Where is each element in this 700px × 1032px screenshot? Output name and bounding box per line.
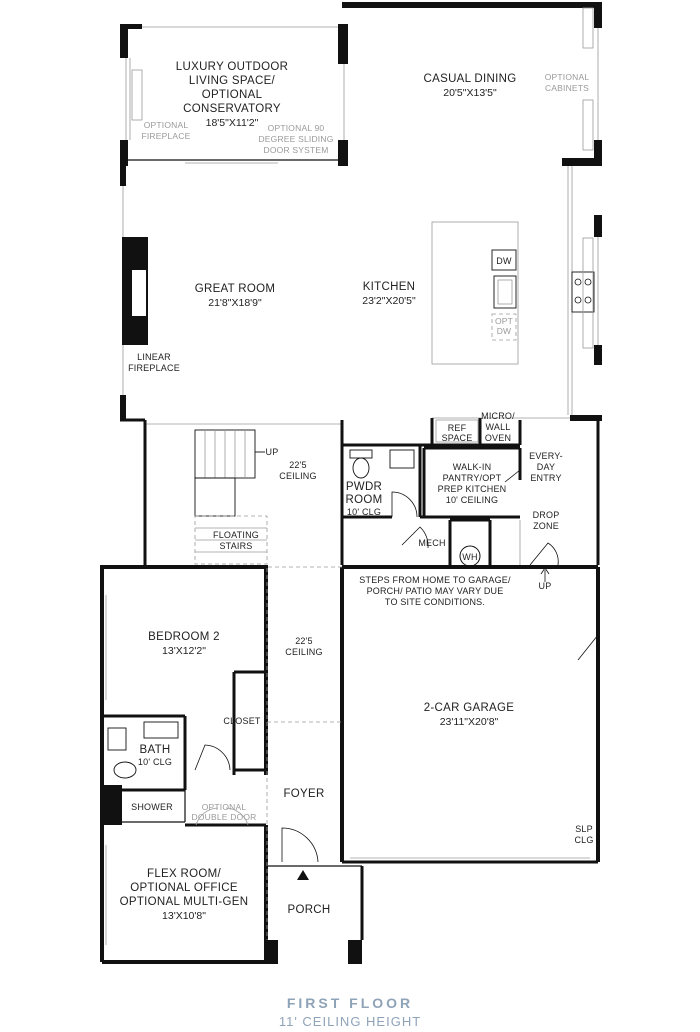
sliding-door-label-2: DEGREE SLIDING: [258, 134, 334, 144]
pantry-label-1: WALK-IN: [452, 462, 492, 472]
garage-up-label: UP: [538, 581, 552, 591]
foyer-label: FOYER: [283, 788, 325, 800]
garage-dimension: 23'11"X20'8": [439, 716, 499, 728]
steps-note-3: TO SITE CONDITIONS.: [384, 597, 486, 607]
powder-room-ceiling: 10' CLG: [346, 507, 382, 517]
outdoor-label-4: CONSERVATORY: [183, 103, 281, 115]
kitchen-label: KITCHEN: [362, 281, 416, 293]
steps-note-1: STEPS FROM HOME TO GARAGE/: [359, 575, 511, 585]
shower-label: SHOWER: [131, 802, 173, 812]
great-room-dimension: 21'8"X18'9": [208, 297, 262, 309]
micro-label-2: WALL: [485, 422, 511, 432]
casual-dining-label: CASUAL DINING: [423, 73, 517, 85]
steps-note-2: PORCH/ PATIO MAY VARY DUE: [366, 586, 504, 596]
kitchen-dimension: 23'2"X20'5": [362, 295, 416, 307]
outdoor-label-2: LIVING SPACE/: [188, 75, 276, 87]
bath-ceiling: 10' CLG: [137, 757, 173, 767]
outdoor-fireplace-label-1: OPTIONAL: [143, 120, 189, 130]
upper-ceiling-label-2: CEILING: [279, 471, 317, 481]
powder-room-label-2: ROOM: [345, 494, 383, 506]
micro-label-1: MICRO/: [481, 411, 515, 421]
closet-label: CLOSET: [223, 716, 261, 726]
bedroom-2-label: BEDROOM 2: [148, 631, 220, 643]
micro-label-3: OVEN: [484, 433, 512, 443]
water-heater-label: WH: [462, 552, 478, 562]
bedroom-2-dimension: 13'X12'2": [162, 645, 206, 657]
great-room-label: GREAT ROOM: [194, 283, 276, 295]
sliding-door-label-3: DOOR SYSTEM: [263, 145, 329, 155]
flex-room-label-2: OPTIONAL OFFICE: [130, 882, 238, 894]
pantry-label-3: PREP KITCHEN: [437, 484, 507, 494]
casual-dining-dimension: 20'5"X13'5": [443, 87, 497, 99]
lower-ceiling-label-2: CEILING: [285, 647, 323, 657]
drop-zone-label-2: ZONE: [533, 521, 559, 531]
outdoor-label-1: LUXURY OUTDOOR: [175, 61, 289, 73]
slp-clg-label-2: CLG: [574, 835, 594, 845]
flex-room-dimension: 13'X10'8": [162, 910, 206, 922]
labels: [120, 61, 594, 922]
fixtures: [108, 8, 598, 940]
opt-dw-label-2: DW: [496, 326, 512, 336]
sliding-door-label-1: OPTIONAL 90: [267, 123, 325, 133]
floating-stairs-label-1: FLOATING: [213, 530, 259, 540]
everyday-entry-label-1: EVERY-: [529, 451, 563, 461]
everyday-entry-label-3: ENTRY: [530, 473, 562, 483]
optional-cabinets-label-2: CABINETS: [544, 83, 590, 93]
opt-dw-label-1: OPT: [494, 316, 514, 326]
ceiling-height-subtitle: 11' CEILING HEIGHT: [278, 1014, 422, 1029]
optional-cabinets-label-1: OPTIONAL: [544, 72, 590, 82]
drop-zone-label-1: DROP: [532, 510, 560, 520]
lower-ceiling-label-1: 22'5: [295, 636, 313, 646]
flex-room-label-3: OPTIONAL MULTI-GEN: [119, 896, 249, 908]
ref-space-label-2: SPACE: [441, 433, 473, 443]
double-door-label-2: DOUBLE DOOR: [191, 812, 257, 822]
pantry-label-2: PANTRY/OPT: [442, 473, 502, 483]
garage-label: 2-CAR GARAGE: [423, 702, 515, 714]
outdoor-label-3: OPTIONAL: [201, 89, 263, 101]
mech-label: MECH: [418, 538, 446, 548]
powder-room-label-1: PWDR: [345, 481, 383, 493]
pantry-ceiling: 10' CEILING: [445, 495, 499, 505]
floating-stairs-label-2: STAIRS: [219, 541, 253, 551]
stair-up-label: UP: [265, 447, 279, 457]
porch-label: PORCH: [287, 904, 331, 916]
outdoor-fireplace-label-2: FIREPLACE: [141, 131, 191, 141]
outdoor-dimension: 18'5"X11'2": [205, 117, 259, 129]
slp-clg-label-1: SLP: [575, 824, 593, 834]
upper-ceiling-label-1: 22'5: [289, 460, 307, 470]
linear-fireplace-label-2: FIREPLACE: [128, 363, 180, 373]
floor-title: FIRST FLOOR: [286, 995, 414, 1011]
linear-fireplace-label-1: LINEAR: [137, 352, 171, 362]
bath-label: BATH: [139, 744, 171, 756]
ref-space-label-1: REF: [447, 423, 467, 433]
flex-room-label-1: FLEX ROOM/: [147, 868, 221, 880]
everyday-entry-label-2: DAY: [536, 462, 556, 472]
dishwasher-label: DW: [496, 256, 512, 266]
double-door-label-1: OPTIONAL: [201, 802, 247, 812]
